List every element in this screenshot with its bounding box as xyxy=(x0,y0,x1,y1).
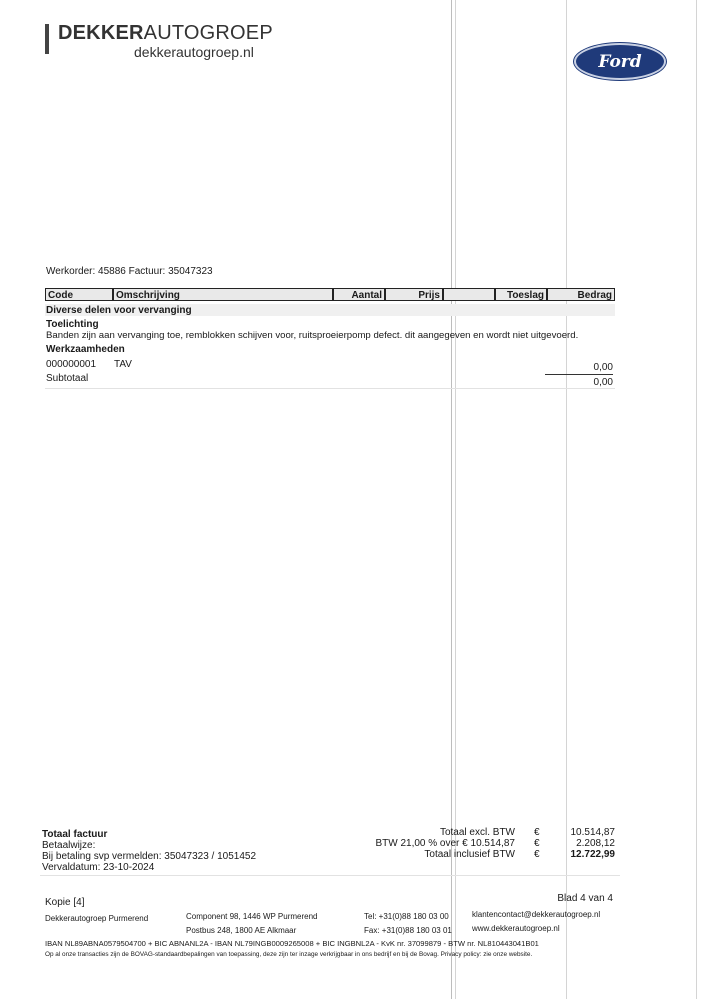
company-logo: DEKKERAUTOGROEP xyxy=(58,22,273,44)
terms-notice: Op al onze transacties zijn de BOVAG-standaardbepalingen van toepassing, deze zijn ter inzage verkrijgbaar in ons bedrijf en bij de Bovag. Privacy policy: zie onze website. xyxy=(45,951,533,958)
due-date: Vervaldatum: 23-10-2024 xyxy=(42,862,155,873)
payment-reference: Bij betaling svp vermelden: 35047323 / 1051452 xyxy=(42,851,257,862)
copy-label: Kopie [4] xyxy=(45,897,85,908)
col-bedrag: Bedrag xyxy=(547,288,615,301)
divider xyxy=(45,388,615,389)
total-incl-value: 12.722,99 xyxy=(570,849,615,860)
line-item-description: TAV xyxy=(114,359,132,370)
toelichting-text: Banden zijn aan vervanging toe, remblokken schijven voor, ruitsproeierpomp defect. dit aangegeven en wordt niet uitgevoerd. xyxy=(46,330,579,341)
col-toeslag: Toeslag xyxy=(495,288,547,301)
total-excl-label: Totaal excl. BTW xyxy=(439,827,515,838)
col-aantal: Aantal xyxy=(333,288,385,301)
subtotal-label: Subtotaal xyxy=(46,373,89,384)
website-link[interactable]: www.dekkerautogroep.nl xyxy=(472,924,560,933)
fax: Fax: +31(0)88 180 03 01 xyxy=(364,926,452,935)
line-item-code: 000000001 xyxy=(46,359,97,370)
currency-symbol: € xyxy=(534,838,540,849)
total-incl-label: Totaal inclusief BTW xyxy=(424,849,515,860)
scan-line xyxy=(696,0,697,999)
currency-symbol: € xyxy=(534,827,540,838)
btw-label: BTW 21,00 % over € 10.514,87 xyxy=(375,838,515,849)
company-url: dekkerautogroep.nl xyxy=(134,44,254,60)
col-code: Code xyxy=(45,288,113,301)
address-line-1: Component 98, 1446 WP Purmerend xyxy=(186,912,318,921)
email-link[interactable]: klantencontact@dekkerautogroep.nl xyxy=(472,910,601,919)
betaalwijze: Betaalwijze: xyxy=(42,840,96,851)
col-prijs: Prijs xyxy=(385,288,443,301)
telephone: Tel: +31(0)88 180 03 00 xyxy=(364,912,449,921)
subtotal-value: 0,00 xyxy=(593,377,613,388)
btw-value: 2.208,12 xyxy=(576,838,615,849)
subtotal-rule xyxy=(545,374,613,375)
divider xyxy=(40,875,620,876)
line-item-amount: 0,00 xyxy=(593,362,613,373)
totals-title: Totaal factuur xyxy=(42,829,108,840)
toelichting-label: Toelichting xyxy=(46,319,99,330)
currency-symbol: € xyxy=(534,849,540,860)
ford-logo: Ford xyxy=(574,43,666,80)
total-excl-value: 10.514,87 xyxy=(570,827,615,838)
werkorder-line: Werkorder: 45886 Factuur: 35047323 xyxy=(46,266,213,277)
col-omschrijving: Omschrijving xyxy=(113,288,333,301)
address-line-2: Postbus 248, 1800 AE Alkmaar xyxy=(186,926,297,935)
werkzaamheden-label: Werkzaamheden xyxy=(46,344,125,355)
section-title: Diverse delen voor vervanging xyxy=(46,305,192,316)
col-blank xyxy=(443,288,495,301)
bank-details: IBAN NL89ABNA0579504700 + BIC ABNANL2A - IBAN NL79INGB0009265008 + BIC INGBNL2A - KvK nr. 37099879 - BTW nr. NL810443041B01 xyxy=(45,939,539,948)
company-name: Dekkerautogroep Purmerend xyxy=(45,914,149,923)
page-number: Blad 4 van 4 xyxy=(557,893,613,904)
logo-bar xyxy=(45,24,49,54)
